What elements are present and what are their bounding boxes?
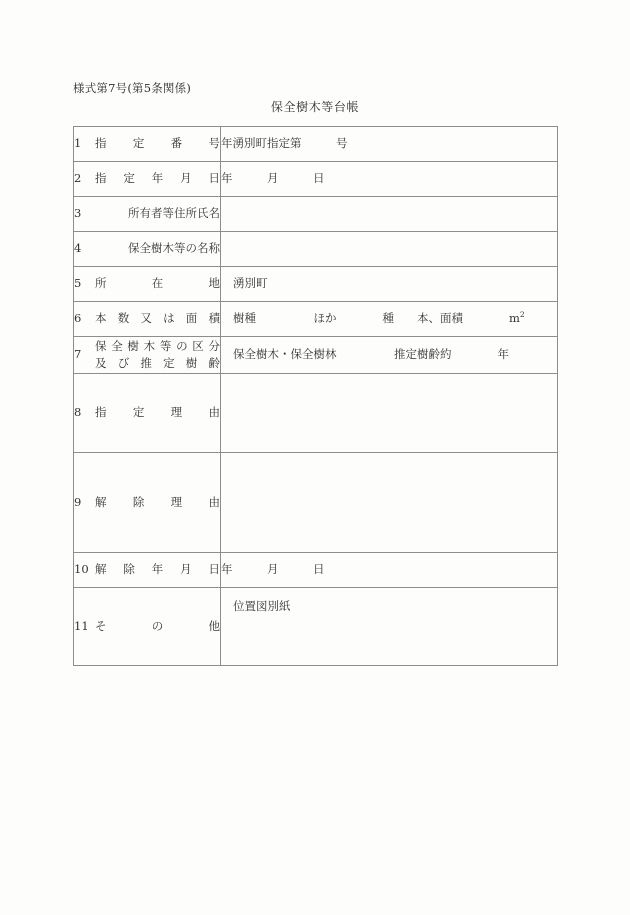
row-value-cell: [221, 127, 558, 162]
row-value-cell: [221, 337, 558, 374]
table-row: [74, 302, 558, 337]
row-label: その他: [95, 618, 220, 633]
row-number: 7: [74, 347, 82, 362]
row-label: 所在地: [95, 276, 220, 291]
row-number: 6: [74, 311, 82, 326]
table-row: [74, 162, 558, 197]
row-label-cell: [74, 197, 221, 232]
row-label-cell: [74, 302, 221, 337]
table-row: [74, 453, 558, 553]
row-label-cell: [74, 553, 221, 588]
row-label: 指定年月日: [95, 171, 220, 186]
row-number: 11: [74, 618, 89, 633]
row-value-cell: [221, 162, 558, 197]
row-label-cell: [74, 453, 221, 553]
row-label: 保全樹木等の名称: [128, 241, 220, 256]
table-row: [74, 588, 558, 666]
row-value: 湧別町: [233, 276, 268, 291]
table-row: [74, 127, 558, 162]
row-number: 9: [74, 494, 82, 509]
row-value: 保全樹木・保全樹林 推定樹齢約 年: [233, 347, 509, 362]
row-number: 8: [74, 405, 82, 420]
row-value-cell: [221, 453, 558, 553]
row-number: 10: [74, 562, 89, 577]
table-row: [74, 337, 558, 374]
row-value-cell: [221, 553, 558, 588]
row-label: 解除理由: [95, 494, 220, 509]
row-label: 本数又は面積: [95, 311, 220, 326]
row-label: 保全樹木等の区分: [95, 339, 220, 354]
row-label-cell: [74, 374, 221, 453]
row-label-cell: [74, 127, 221, 162]
row-value: 位置図別紙: [233, 599, 291, 613]
row-label: 所有者等住所氏名: [128, 206, 220, 221]
row-label-cell: [74, 267, 221, 302]
table-row: [74, 197, 558, 232]
row-value: 樹種 ほか 種 本、面積 m: [233, 311, 520, 326]
row-label-cell: [74, 162, 221, 197]
preservation-tree-ledger-table: [73, 126, 558, 666]
row-number: 1: [74, 136, 82, 151]
table-row: [74, 553, 558, 588]
row-value: 年 月 日: [221, 562, 325, 577]
row-label-cell: [74, 588, 221, 666]
row-label: 指定理由: [95, 405, 220, 420]
row-value-cell: [221, 197, 558, 232]
row-number: 3: [74, 206, 82, 221]
row-label: 指定番号: [95, 136, 220, 151]
row-value-cell: [221, 588, 558, 666]
row-value-cell: [221, 302, 558, 337]
document-title: 保全樹木等台帳: [270, 100, 360, 114]
row-value-cell: [221, 267, 558, 302]
row-label: 解除年月日: [95, 562, 220, 577]
square-meter-exponent: 2: [519, 310, 525, 320]
table-row: [74, 267, 558, 302]
row-value-cell: [221, 374, 558, 453]
row-label-cell: [74, 337, 221, 374]
row-number: 5: [74, 276, 82, 291]
row-value: 年 月 日: [221, 171, 325, 186]
row-value-cell: [221, 232, 558, 267]
table-row: [74, 232, 558, 267]
row-number: 2: [74, 171, 82, 186]
row-label-second-line: 及び推定樹齢: [95, 356, 220, 370]
row-value: 年湧別町指定第 号: [221, 136, 348, 151]
table-row: [74, 374, 558, 453]
row-label-cell: [74, 232, 221, 267]
form-number-heading: 様式第7号(第5条関係): [73, 81, 192, 95]
row-number: 4: [74, 241, 82, 256]
